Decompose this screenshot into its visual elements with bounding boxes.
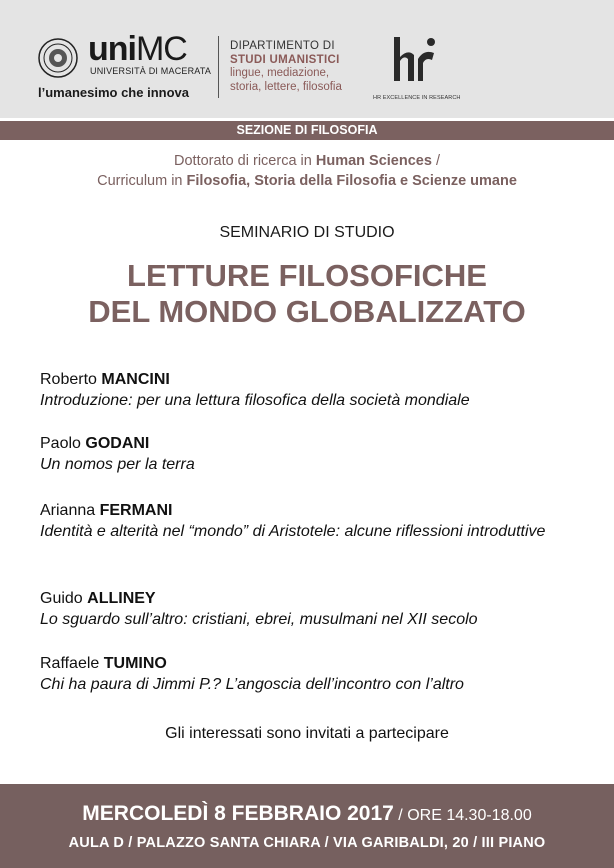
dept-line-1: DIPARTIMENTO DI (230, 40, 335, 52)
speaker-item (40, 370, 600, 411)
event-time: / ORE 14.30-18.00 (393, 807, 532, 824)
speaker-name: Arianna FERMANI (40, 502, 173, 519)
title-line-1: LETTURE FILOSOFICHE (127, 258, 487, 293)
event-place: AULA D / PALAZZO SANTA CHIARA / VIA GARIBALDI, 20 / III PIANO (68, 835, 546, 851)
invitation-text: Gli interessati sono invitati a partecipare (165, 725, 449, 742)
speaker-talk: Introduzione: per una lettura filosofica della società mondiale (40, 392, 470, 409)
event-date: MERCOLEDÌ 8 FEBBRAIO 2017 / ORE 14.30-18.00 (82, 802, 532, 825)
speaker-talk: Un nomos per la terra (40, 456, 195, 473)
unimc-wordmark: uniMC (88, 30, 187, 68)
speaker-name: Guido ALLINEY (40, 590, 156, 607)
hr-caption: HR EXCELLENCE IN RESEARCH (373, 95, 461, 101)
section-bar: SEZIONE DI FILOSOFIA (0, 121, 614, 140)
speaker-name: Raffaele TUMINO (40, 655, 167, 672)
speaker-item (40, 501, 600, 542)
title-line-2: DEL MONDO GLOBALIZZATO (88, 294, 526, 329)
university-name: UNIVERSITÀ DI MACERATA (90, 66, 212, 76)
seminar-label: SEMINARIO DI STUDIO (219, 224, 395, 241)
doctorate-line-1: Dottorato di ricerca in Human Sciences / (174, 153, 440, 169)
header-divider (218, 36, 219, 98)
dept-line-4: storia, lettere, filosofia (230, 80, 342, 93)
department-block (230, 40, 342, 94)
speaker-talk: Chi ha paura di Jimmi P.? L’angoscia dell’incontro con l’altro (40, 676, 464, 693)
speaker-talk: Lo sguardo sull’altro: cristiani, ebrei, musulmani nel XII secolo (40, 611, 478, 628)
dept-line-2: STUDI UMANISTICI (230, 53, 340, 66)
university-seal-icon (38, 38, 78, 78)
main-title (0, 258, 614, 330)
speaker-name: Roberto MANCINI (40, 371, 170, 388)
header-band (0, 0, 614, 118)
dept-line-3: lingue, mediazione, (230, 67, 330, 79)
doctorate-info (0, 151, 614, 191)
doctorate-line-2: Curriculum in Filosofia, Storia della Filosofia e Scienze umane (97, 173, 517, 189)
tagline: l’umanesimo che innova (38, 85, 189, 100)
footer-band (0, 784, 614, 868)
speaker-item (40, 589, 600, 630)
hr-excellence-logo-icon (390, 33, 438, 89)
speaker-name: Paolo GODANI (40, 435, 150, 452)
speaker-item (40, 434, 600, 475)
speaker-item (40, 654, 600, 695)
speaker-talk: Identità e alterità nel “mondo” di Aristotele: alcune riflessioni introduttive (40, 523, 546, 540)
